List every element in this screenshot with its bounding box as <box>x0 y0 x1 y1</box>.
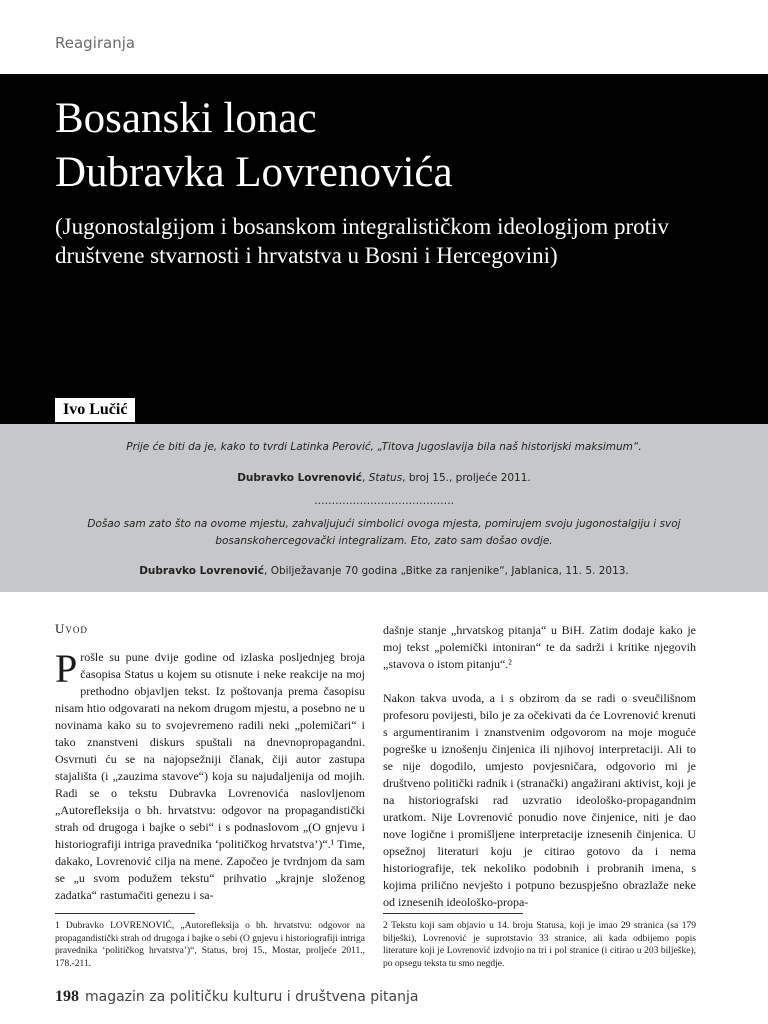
section-heading: Uvod <box>55 621 88 636</box>
body-paragraph-3: Nakon takva uvoda, a i s obzirom da se radi o sveučilišnom profesoru povijesti, bilo je za očekivati da će Lovrenović krenuti s argumentiranim i znanstvenim odgovorom na moje moguće pogreške u iznošenju činjenica ili njihovoj interpretaciji. Ali to se nije dogodilo, umjesto povjesničara, odgovorio mi je društveno politički radnik i (stranački) angažirani aktivist, koji je na historiografski rad uzvratio ideološko-propagandnim uratkom. Nije Lovrenović ponudio nove činjenice, niti je dao nove logične i promišljene interpretacije iznesenih činjenica. U opsežnoj literaturi koju je citirao gotovo da i nema historiografije, tek nekoliko podobnih i probranih imena, s kojima prilično nevješto i potpuno bezuspješno obrazlaže neke od iznesenih ideološko-propa- <box>383 691 696 909</box>
article-title <box>55 92 453 200</box>
title-line-1: Bosanski lonac <box>55 95 317 142</box>
body-paragraph-1-text: rošle su pune dvije godine od izlaska posljednjeg broja časopisa Status u kojem su otisnute i neke reakcije na moj prethodno objavljen tekst. Iz poštovanja prema časopisu nisam htio odgovarati na nekom drugom mjestu, a posebno ne u novinama kako su to svojevremeno radili neki „polemičari“ i tako znanstveni diskurs spuštali na dnevnopropagandni. Osvrnuti ću se na najopsežniji članak, čiji autor zastupa stajališta (i „zauzima stavove“) koja su najudaljenija od mojih. Radi se o tekstu Dubravka Lovrenovića naslovljenom „Autorefleksija o bh. hrvatstvu: odgovor na propagandistički strah od drugoga i bajke o sebi“ i s podnaslovom „(O gnjevu i historiografiji intriga pravednika ‘političkog hrvatstva’)“.¹ Time, dakako, Lovrenović cilja na mene. Započeo je tvrdnjom da sam se „u svom podužem tekstu“ prihvatio „krajnje složenog zadatka“ rastumačiti genezu i sa- <box>55 650 365 902</box>
article-subtitle: (Jugonostalgijom i bosanskom integralističkom ideologijom protiv društvene stvarnosti i hrvatstva u Bosni i Hercegovini) <box>55 214 669 268</box>
epigraph-box <box>0 424 768 592</box>
body-column-right <box>383 622 696 911</box>
quote2-source: , Obilježavanje 70 godina „Bitke za ranjenike“, Jablanica, 11. 5. 2013. <box>264 565 629 577</box>
body-paragraph-1 <box>55 646 365 904</box>
footnote-rule-left <box>55 913 195 914</box>
magazine-name: magazin za političku kulturu i društvena pitanja <box>85 989 419 1005</box>
footnote-rule-right <box>383 913 523 914</box>
section-label: Reagiranja <box>55 34 136 52</box>
epigraph-attribution-1: Dubravko Lovrenović, Status, broj 15., proljeće 2011. <box>237 472 531 484</box>
quote1-source: , broj 15., proljeće 2011. <box>402 472 531 484</box>
author-name: Ivo Lučić <box>55 398 135 422</box>
drop-cap: P <box>55 646 78 691</box>
epigraph-quote-1: Prije će biti da je, kako to tvrdi Latinka Perović, „Titova Jugoslavija bila naš historijski maksimum“. <box>126 441 642 453</box>
quote1-author: Dubravko Lovrenović <box>237 472 363 484</box>
footnote-1: 1 Dubravko LOVRENOVIĆ, „Autorefleksija o bh. hrvatstvu: odgovor na propagandistički strah od drugoga i bajke o sebi (O gnjevu i historiografiji intriga pravednika ‘političkog hrvatstva’)“, Status, broj 15., Mostar, proljeće 2011., 178.-211. <box>55 921 365 969</box>
footnote-2: 2 Tekstu koji sam objavio u 14. broju Statusa, koji je imao 29 stranica (sa 179 bilješki), Lovrenović je suprotstavio 33 stranice, ali kada odbijemo popis literature koji je Lovrenović izdvojio na tri i pol stranice (i citirao u 203 bilješke), po opsegu teksta tu smo negdje. <box>383 921 696 969</box>
epigraph-attribution-2 <box>40 563 728 580</box>
quote2-author: Dubravko Lovrenović <box>139 565 265 577</box>
page-number: 198 <box>55 988 79 1005</box>
page-footer <box>55 988 418 1006</box>
epigraph-quote-2: Došao sam zato što na ovome mjestu, zahvaljujući simbolici ovoga mjesta, pomirujem svoju jugonostalgiju i svoj bosanskohercegovački integralizam. Eto, zato sam došao ovdje. <box>87 518 681 547</box>
body-column-left <box>55 620 365 904</box>
quote1-publication: Status <box>368 472 403 484</box>
title-line-2: Dubravka Lovrenovića <box>55 149 453 196</box>
epigraph-separator: …………………………………. <box>314 495 454 507</box>
body-paragraph-2: dašnje stanje „hrvatskog pitanja“ u BiH. Zatim dodaje kako je moj tekst „polemički intoniran“ te da sadrži i kritike njegovih „stavova o istom pitanju“.² <box>383 623 696 671</box>
